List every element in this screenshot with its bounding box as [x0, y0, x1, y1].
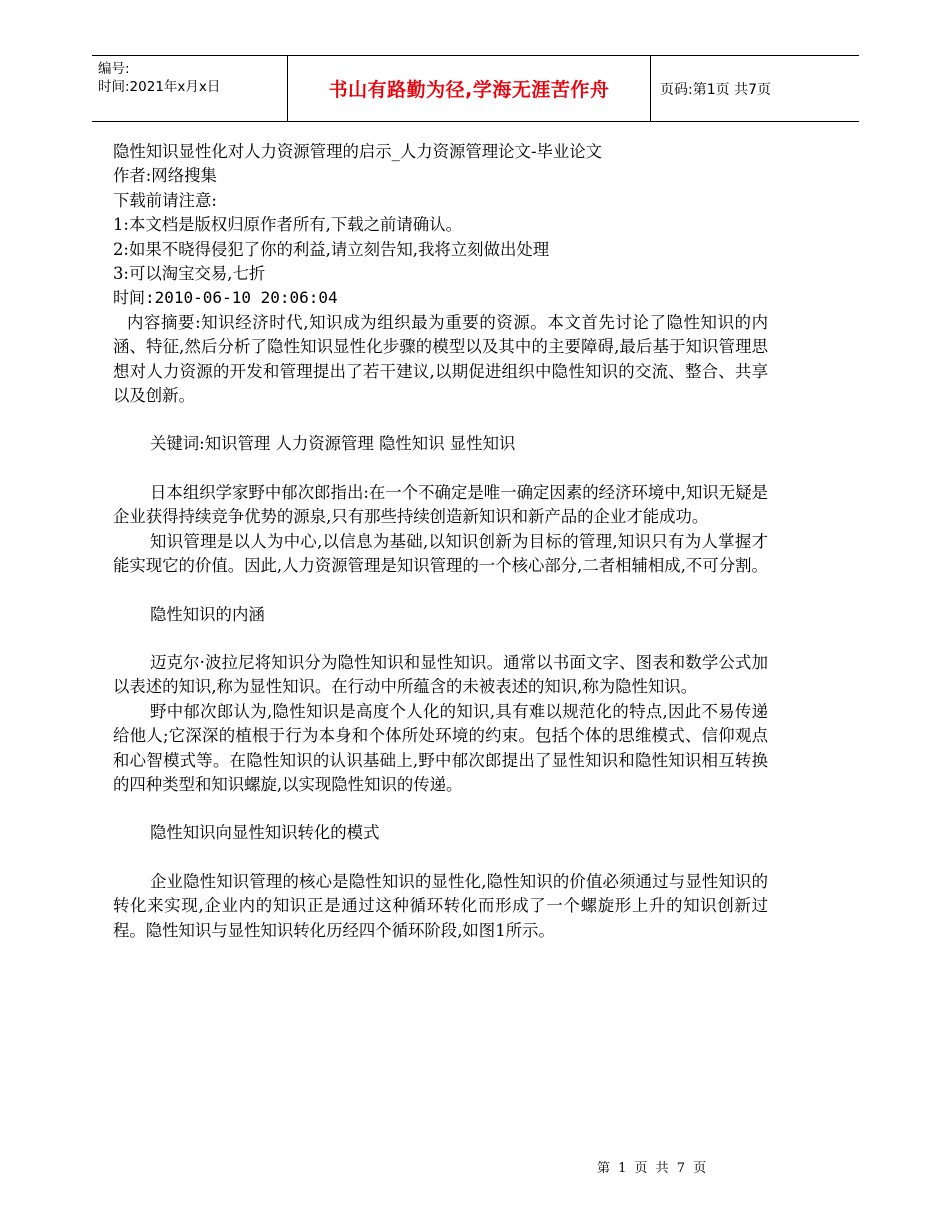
notice-item-2: 2:如果不晓得侵犯了你的利益,请立刻告知,我将立刻做出处理 — [113, 239, 550, 259]
header-page-info: 页码:第1页 共7页 — [660, 81, 771, 98]
document-time: 时间:2010-06-10 20:06:04 — [113, 288, 338, 308]
header-meta — [92, 56, 287, 121]
abstract-paragraph: 内容摘要:知识经济时代,知识成为组织最为重要的资源。本文首先讨论了隐性知识的内涵、特征,然后分析了隐性知识显性化步骤的模型以及其中的主要障碍,最后基于知识管理思想对人力资源的开发和管理提出了若干建议,以期促进组织中隐性知识的交流、整合、共享以及创新。 — [113, 312, 768, 406]
document-author: 作者:网络搜集 — [113, 166, 217, 186]
header-time-label: 时间:2021年x月x日 — [98, 79, 221, 95]
header-motto: 书山有路勤为径,学海无涯苦作舟 — [287, 56, 651, 121]
notice-item-3: 3:可以淘宝交易,七折 — [113, 264, 266, 284]
section-heading-2: 隐性知识向显性知识转化的模式 — [150, 823, 380, 843]
notice-item-1: 1:本文档是版权归原作者所有,下载之前请确认。 — [113, 215, 462, 235]
section-heading-1: 隐性知识的内涵 — [150, 604, 265, 624]
document-body — [113, 140, 768, 943]
body-paragraph-3: 迈克尔·波拉尼将知识分为隐性知识和显性知识。通常以书面文字、图表和数学公式加以表述的知识,称为显性知识。在行动中所蕴含的未被表述的知识,称为隐性知识。 — [113, 652, 768, 697]
body-paragraph-5: 企业隐性知识管理的核心是隐性知识的显性化,隐性知识的价值必须通过与显性知识的转化来实现,企业内的知识正是通过这种循环转化而形成了一个螺旋形上升的知识创新过程。隐性知识与显性知识转化历经四个循环阶段,如图1所示。 — [113, 871, 768, 940]
notice-title: 下载前请注意: — [113, 190, 217, 210]
body-paragraph-4: 野中郁次郎认为,隐性知识是高度个人化的知识,具有难以规范化的特点,因此不易传递给他人;它深深的植根于行为本身和个体所处环境的约束。包括个体的思维模式、信仰观点和心智模式等。在隐性知识的认识基础上,野中郁次郎提出了显性知识和隐性知识相互转换的四种类型和知识螺旋,以实现隐性知识的传递。 — [113, 701, 768, 794]
header-number-label: 编号: — [98, 61, 130, 77]
body-paragraph-1: 日本组织学家野中郁次郎指出:在一个不确定是唯一确定因素的经济环境中,知识无疑是企业获得持续竞争优势的源泉,只有那些持续创造新知识和新产品的企业才能成功。 — [113, 482, 768, 527]
document-title: 隐性知识显性化对人力资源管理的启示_人力资源管理论文-毕业论文 — [113, 142, 603, 161]
page-header — [92, 55, 859, 122]
page-footer: 第 1 页 共 7 页 — [597, 1161, 707, 1176]
keywords-line: 关键词:知识管理 人力资源管理 隐性知识 显性知识 — [150, 434, 516, 454]
body-paragraph-2: 知识管理是以人为中心,以信息为基础,以知识创新为目标的管理,知识只有为人掌握才能实现它的价值。因此,人力资源管理是知识管理的一个核心部分,二者相辅相成,不可分割。 — [113, 531, 768, 576]
